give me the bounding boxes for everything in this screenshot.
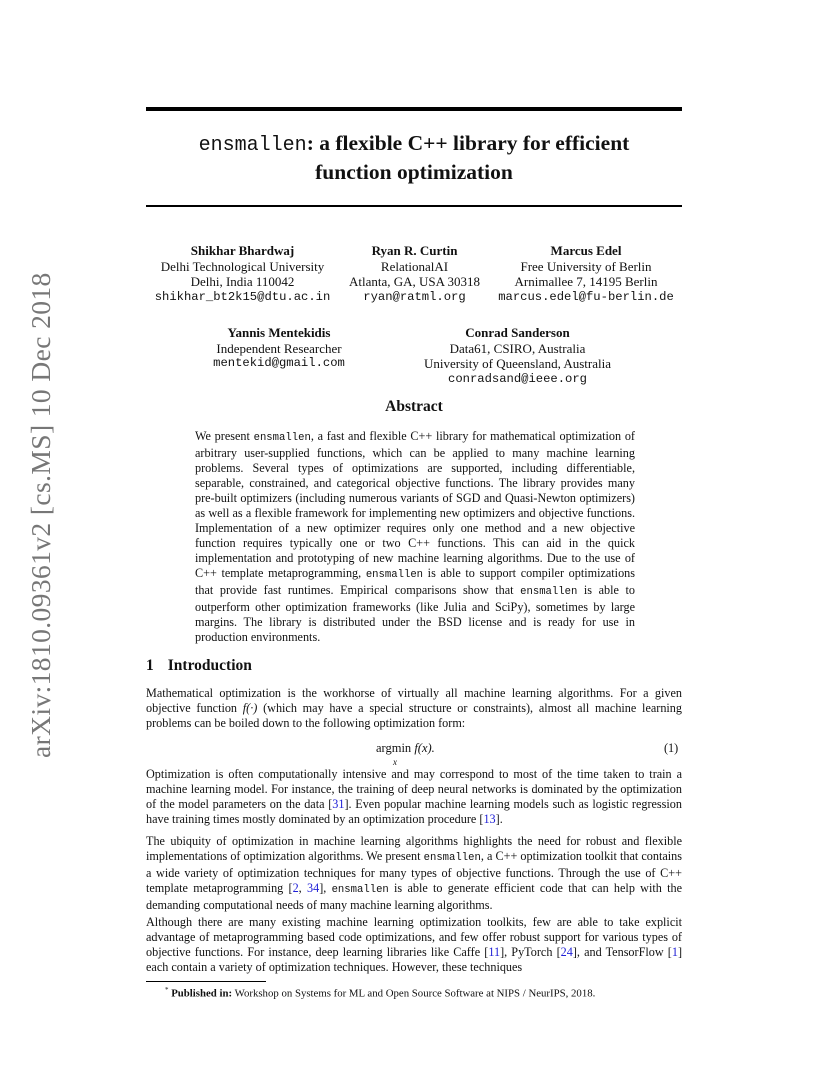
author-affiliation: Data61, CSIRO, Australia <box>449 340 586 356</box>
text-run: Mathematical optimization is the workhorse of virtually all machine learning algorithms. For a given objective function <box>146 686 682 715</box>
equation-number: (1) <box>664 741 679 755</box>
author-email[interactable]: ryan@ratml.org <box>363 289 466 304</box>
title-line2: function optimization <box>315 160 513 184</box>
footnote-text: Workshop on Systems for ML and Open Source Software at NIPS / NeurIPS, 2018. <box>232 987 596 1000</box>
text-run: is able to support compiler optimizations that provide fast runtimes. Empirical comparisons show that <box>195 566 635 597</box>
author-email[interactable]: mentekid@gmail.com <box>213 356 345 370</box>
text-run: is able to generate efficient code that can help with the demanding computational needs of many machine learning algorithms. <box>146 881 683 912</box>
text-run: (which may have a special structure or constraints), almost all machine learning problems can be boiled down to the following optimization form: <box>146 701 682 730</box>
text-run: ] each contain a variety of optimization techniques. However, these techniques <box>146 945 683 974</box>
section-number: 1 <box>146 657 154 674</box>
citation-link[interactable]: 1 <box>671 945 678 959</box>
author-name: Shikhar Bhardwaj <box>190 243 295 258</box>
equation-expression: f(x). <box>414 741 435 755</box>
citation-link[interactable]: 24 <box>560 945 573 959</box>
citation-link[interactable]: 13 <box>483 812 496 826</box>
author-address: Arnimallee 7, 14195 Berlin <box>514 274 658 289</box>
author-email[interactable]: conradsand@ieee.org <box>448 371 587 386</box>
citation-link[interactable]: 11 <box>488 945 501 959</box>
author-address: Atlanta, GA, USA 30318 <box>348 274 481 289</box>
author-address: Delhi, India 110042 <box>190 274 295 289</box>
paragraph <box>146 915 682 975</box>
title-code-name: ensmallen <box>198 134 307 157</box>
citation-link[interactable]: 31 <box>332 797 345 811</box>
author-name: Yannis Mentekidis <box>227 325 331 340</box>
section-heading <box>146 657 252 675</box>
equation-operator: argmin <box>376 741 412 755</box>
abstract-text <box>195 429 635 645</box>
author-address: University of Queensland, Australia <box>423 356 611 371</box>
text-run: We present <box>195 429 254 443</box>
author-affiliation: RelationalAI <box>380 258 449 274</box>
citation-link[interactable]: 34 <box>307 881 320 895</box>
author-email[interactable]: marcus.edel@fu-berlin.de <box>498 289 674 304</box>
equation <box>376 741 435 767</box>
author-block <box>342 243 487 305</box>
title-bottom-rule <box>146 205 682 207</box>
footnote-mark: * <box>165 986 169 994</box>
author-name: Ryan R. Curtin <box>371 243 458 258</box>
abstract-heading: Abstract <box>385 398 443 415</box>
text-run: , <box>298 881 307 895</box>
arxiv-sidebar-stamp: arXiv:1810.09361v2 [cs.MS] 10 Dec 2018 <box>25 272 56 758</box>
author-affiliation: Free University of Berlin <box>520 258 652 274</box>
title-top-rule <box>146 107 682 111</box>
author-block <box>488 243 684 305</box>
equation-subscript: x <box>393 757 397 767</box>
text-run: Although there are many existing machine learning optimization toolkits, few are able to take explicit advantage of metaprogramming based code optimizations, and few offer robust support for various types of objective functions. For instance, deep learning libraries like Caffe [ <box>146 915 682 959</box>
text-run: ], PyTorch [ <box>500 945 561 959</box>
footnote-rule <box>146 981 266 982</box>
author-name: Conrad Sanderson <box>465 325 570 340</box>
text-run: is able to outperform other optimization frameworks (like Julia and SciPy), sometimes by large margins. The library is distributed under the BSD license and is ready for use in production environments. <box>195 583 635 644</box>
author-email[interactable]: shikhar_bt2k15@dtu.ac.in <box>154 289 331 304</box>
math-inline: f(·) <box>242 701 258 715</box>
author-affiliation: Delhi Technological University <box>160 258 325 274</box>
text-run: ]. Even popular machine learning models such as logistic regression have training times mostly dominated by an optimization procedure [ <box>146 797 682 826</box>
author-block <box>185 325 373 372</box>
paragraph <box>146 767 682 827</box>
code-name: ensmallen <box>520 586 578 598</box>
text-run: ], <box>319 881 332 895</box>
text-run: The ubiquity of optimization in machine learning algorithms highlights the need for robust and flexible implementations of optimization algorithms. We present <box>146 834 682 863</box>
code-name: ensmallen <box>423 852 481 864</box>
author-name: Marcus Edel <box>550 243 622 258</box>
text-run: ]. <box>495 812 503 826</box>
citation-link[interactable]: 2 <box>292 881 299 895</box>
text-run: , a fast and flexible C++ library for mathematical optimization of arbitrary user-supplied functions, which can be applied to many machine learning problems. Several types of optimizations are supported, including differentiable, separable, constrained, and categorical objective functions. The library provides many pre-built optimizers (including numerous variants of SGD and Quasi-Newton optimizers) as well as a flexible framework for implementing new optimizers and objective functions. Implementation of a new optimizer requires only one method and a new objective function requires typically one or two C++ functions. This can aid in the quick implementation and prototyping of new machine learning algorithms. Due to the use of C++ template metaprogramming, <box>195 429 635 580</box>
author-affiliation: Independent Researcher <box>216 340 342 356</box>
footnote <box>165 986 595 1000</box>
text-run: ], and TensorFlow [ <box>572 945 672 959</box>
text-run: , a C++ optimization toolkit that contains a wide variety of optimization techniques for many types of objective functions. Through the use of C++ template metaprogramming [ <box>146 849 682 895</box>
title-line1: : a flexible C++ library for efficient <box>306 131 630 155</box>
code-name: ensmallen <box>331 884 389 896</box>
paragraph <box>146 834 682 913</box>
author-block <box>140 243 345 305</box>
author-block <box>410 325 625 387</box>
code-name: ensmallen <box>365 569 424 581</box>
text-run: Optimization is often computationally intensive and may correspond to most of the time taken to train a machine learning model. For instance, the training of deep neural networks is dominated by the optimization of the model parameters on the data [ <box>146 767 682 811</box>
paper-title <box>146 130 682 186</box>
footnote-label: Published in: <box>171 987 233 1000</box>
paragraph <box>146 686 682 731</box>
section-title: Introduction <box>167 657 252 674</box>
code-name: ensmallen <box>253 432 311 444</box>
